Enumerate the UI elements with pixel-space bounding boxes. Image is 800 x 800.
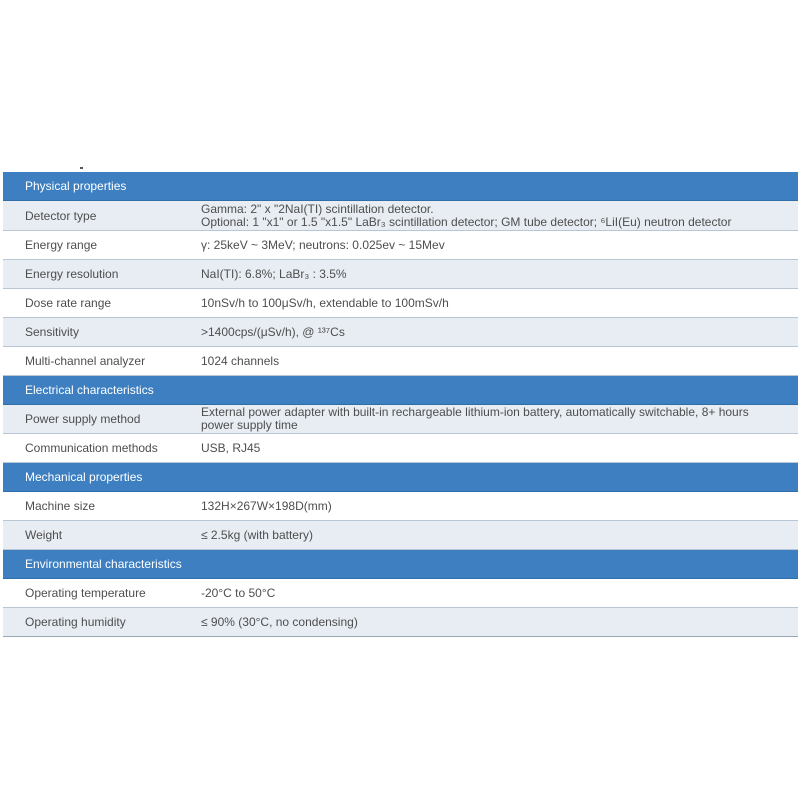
row-label: Power supply method <box>25 412 141 426</box>
table-row-multi-channel-analyzer <box>3 347 798 376</box>
row-value: 10nSv/h to 100μSv/h, extendable to 100mSv/h <box>201 295 449 310</box>
table-row-power-supply-method <box>3 405 798 434</box>
row-value: -20°C to 50°C <box>201 585 276 600</box>
section-header-environmental: Environmental characteristics <box>3 550 798 579</box>
row-label: Weight <box>25 528 63 542</box>
decorative-mark <box>80 167 83 169</box>
value-line: Optional: 1 "x1" or 1.5 "x1.5" LaBr₃ scintillation detector; GM tube detector; ⁶LiI(Eu) neutron detector <box>201 214 732 229</box>
row-label: Detector type <box>25 208 97 223</box>
table-row-operating-humidity <box>3 608 798 636</box>
row-label: Energy range <box>25 238 98 252</box>
row-value: USB, RJ45 <box>201 440 261 455</box>
table-row-energy-resolution <box>3 260 798 289</box>
table-row-energy-range <box>3 231 798 260</box>
table-row-detector-type <box>3 201 798 231</box>
row-label: Sensitivity <box>25 325 80 339</box>
table-row-dose-rate-range <box>3 289 798 318</box>
row-value: ≤ 90% (30°C, no condensing) <box>201 614 358 629</box>
row-label: Operating humidity <box>25 615 126 629</box>
table-row-operating-temperature <box>3 579 798 608</box>
row-value: γ: 25keV ~ 3MeV; neutrons: 0.025ev ~ 15Mev <box>201 237 445 252</box>
row-value: NaI(TI): 6.8%; LaBr₃ : 3.5% <box>201 266 347 281</box>
value-line: External power adapter with built-in rechargeable lithium-ion battery, automatically switchable, 8+ hours <box>201 405 749 419</box>
row-label: Dose rate range <box>25 296 112 310</box>
row-value <box>198 406 798 432</box>
row-label: Energy resolution <box>25 267 119 281</box>
table-row-weight <box>3 521 798 550</box>
row-label: Operating temperature <box>25 586 146 600</box>
table-row-machine-size <box>3 492 798 521</box>
row-label: Communication methods <box>25 441 158 455</box>
table-row-sensitivity <box>3 318 798 347</box>
row-value: ≤ 2.5kg (with battery) <box>201 527 313 542</box>
section-header-electrical: Electrical characteristics <box>3 376 798 405</box>
row-label: Machine size <box>25 499 96 513</box>
value-line: Gamma: 2" x "2NaI(TI) scintillation detector. <box>201 201 434 216</box>
row-value: 1024 channels <box>201 353 280 368</box>
row-value: >1400cps/(μSv/h), @ ¹³⁷Cs <box>201 324 345 339</box>
spec-table <box>3 172 798 637</box>
value-line: power supply time <box>201 418 298 432</box>
row-value: 132H×267W×198D(mm) <box>201 498 332 513</box>
row-value <box>198 203 798 229</box>
section-header-physical: Physical properties <box>3 172 798 201</box>
row-label: Multi-channel analyzer <box>25 354 146 368</box>
section-header-mechanical: Mechanical properties <box>3 463 798 492</box>
table-row-communication-methods <box>3 434 798 463</box>
